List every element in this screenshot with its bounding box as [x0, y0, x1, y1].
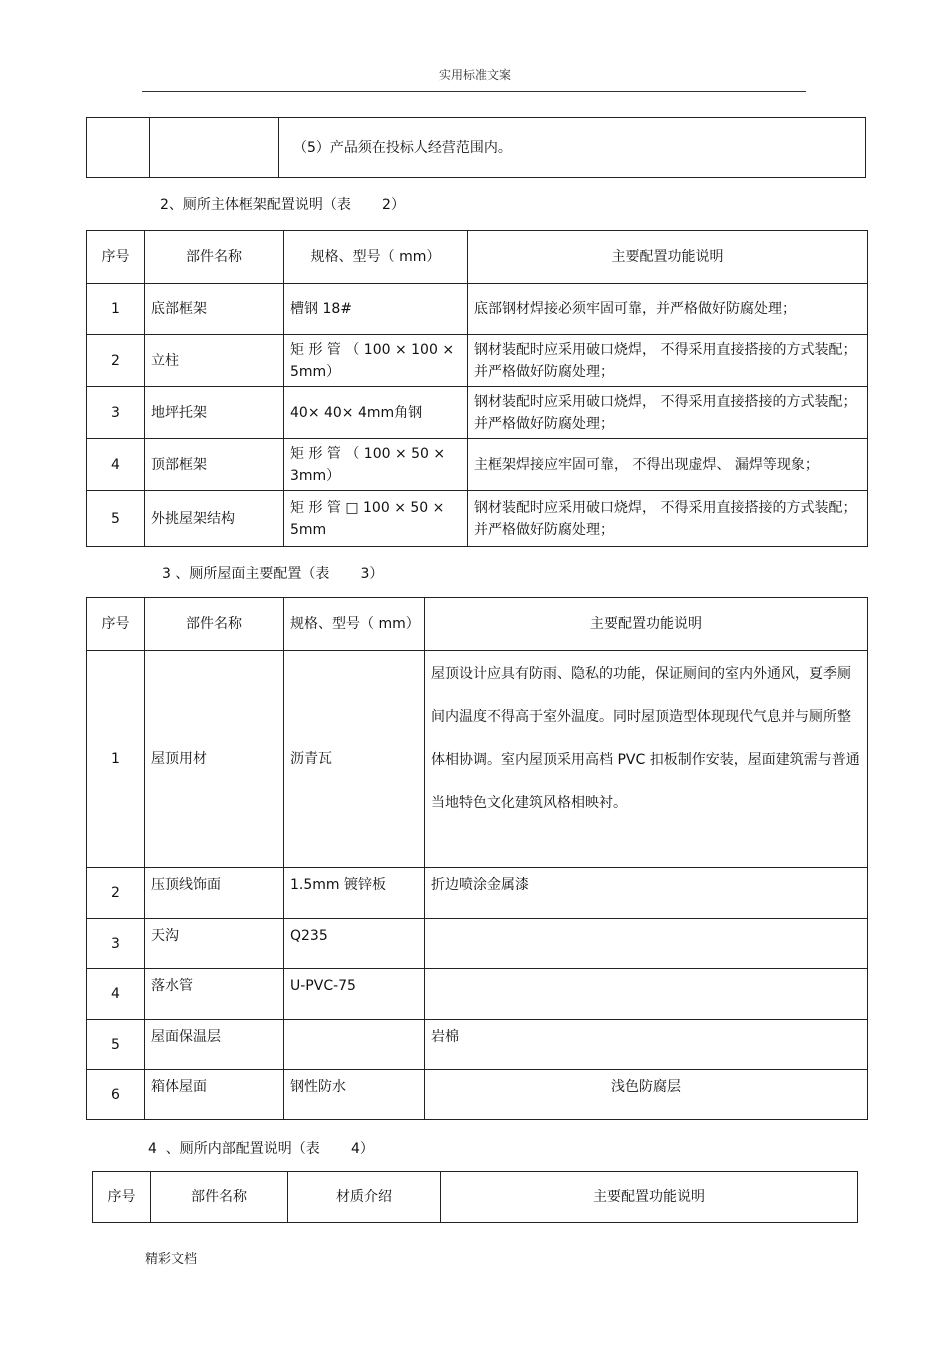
- table-cell: 4: [87, 969, 145, 1020]
- table-row: [87, 969, 868, 1020]
- table-cell: 浅色防腐层: [425, 1070, 868, 1120]
- table-cell: [425, 969, 868, 1020]
- page-header: 实用标准文案: [438, 68, 511, 82]
- table-cell: （5）产品须在投标人经营范围内。: [279, 118, 866, 178]
- table-cell: 钢材装配时应采用破口烧焊， 不得采用直接搭接的方式装配；并严格做好防腐处理；: [468, 387, 868, 439]
- section-caption: 4 、厕所内部配置说明（表 4）: [148, 1141, 374, 1157]
- table-cell: [150, 118, 279, 178]
- table-cell: 主框架焊接应牢固可靠， 不得出现虚焊、 漏焊等现象；: [468, 439, 868, 491]
- table-row: [87, 1070, 868, 1120]
- table-header-cell: 部件名称: [151, 1172, 288, 1223]
- table-header-cell: 材质介绍: [288, 1172, 441, 1223]
- table-cell: 钢材装配时应采用破口烧焊， 不得采用直接搭接的方式装配；并严格做好防腐处理；: [468, 335, 868, 387]
- frame-config-table: [86, 230, 868, 547]
- table-header-cell: 序号: [93, 1172, 151, 1223]
- table-cell: 天沟: [145, 919, 284, 969]
- table-cell: 1: [87, 651, 145, 868]
- table-cell: 矩 形 管 （ 100 × 50 × 3mm）: [284, 439, 468, 491]
- table-row: [87, 491, 868, 547]
- table-row: [87, 919, 868, 969]
- table-header-cell: 部件名称: [145, 598, 284, 651]
- table-row: [87, 1020, 868, 1070]
- table-cell: U-PVC-75: [284, 969, 425, 1020]
- table-cell: 3: [87, 387, 145, 439]
- interior-config-table: [92, 1171, 858, 1223]
- table-header-cell: 规格、型号（ mm）: [284, 231, 468, 284]
- table-cell: [87, 118, 150, 178]
- table-cell: 3: [87, 919, 145, 969]
- table-cell: 底部框架: [145, 284, 284, 335]
- table-cell: 2: [87, 335, 145, 387]
- table-cell: 屋面保温层: [145, 1020, 284, 1070]
- header-rule: [142, 91, 806, 92]
- table-cell: 顶部框架: [145, 439, 284, 491]
- table-cell: 4: [87, 439, 145, 491]
- table-cell: 矩 形 管 □ 100 × 50 × 5mm: [284, 491, 468, 547]
- table-cell: 1.5mm 镀锌板: [284, 868, 425, 919]
- table-header-cell: 主要配置功能说明: [441, 1172, 858, 1223]
- table-cell: 立柱: [145, 335, 284, 387]
- table-cell: 屋顶用材: [145, 651, 284, 868]
- table-cell: 地坪托架: [145, 387, 284, 439]
- table-row: [87, 868, 868, 919]
- table-row: [87, 651, 868, 868]
- table-cell: 落水管: [145, 969, 284, 1020]
- table-cell: 底部钢材焊接必须牢固可靠，并严格做好防腐处理；: [468, 284, 868, 335]
- table-row: [87, 284, 868, 335]
- table-cell: [284, 1020, 425, 1070]
- table-cell: 2: [87, 868, 145, 919]
- table-cell: 钢性防水: [284, 1070, 425, 1120]
- table-header-cell: 主要配置功能说明: [425, 598, 868, 651]
- table-cell: 1: [87, 284, 145, 335]
- table-cell: 钢材装配时应采用破口烧焊， 不得采用直接搭接的方式装配；并严格做好防腐处理；: [468, 491, 868, 547]
- table-cell: 沥青瓦: [284, 651, 425, 868]
- table-cell: 屋顶设计应具有防雨、隐私的功能，保证厕间的室内外通风，夏季厕间内温度不得高于室外温度。同时屋顶造型体现现代气息并与厕所整体相协调。室内屋顶采用高档 PVC 扣板制作安装，屋面建筑需与普通当地特色文化建筑风格相映衬。: [425, 651, 868, 868]
- table-cell: 40× 40× 4mm角钢: [284, 387, 468, 439]
- roof-config-table: [86, 597, 868, 1120]
- section-caption: 2、厕所主体框架配置说明（表 2）: [160, 197, 405, 213]
- table-row: [87, 439, 868, 491]
- table-cell: Q235: [284, 919, 425, 969]
- section-caption: 3 、厕所屋面主要配置（表 3）: [162, 566, 384, 582]
- table-cell: 矩 形 管 （ 100 × 100 × 5mm）: [284, 335, 468, 387]
- table-cell: 压顶线饰面: [145, 868, 284, 919]
- table-header-cell: 主要配置功能说明: [468, 231, 868, 284]
- table-header-cell: 规格、型号（ mm）: [284, 598, 425, 651]
- table-header-cell: 序号: [87, 598, 145, 651]
- table-cell: 6: [87, 1070, 145, 1120]
- table-row: [87, 387, 868, 439]
- table-cell: 槽钢 18#: [284, 284, 468, 335]
- table-cell: 5: [87, 491, 145, 547]
- table-header-cell: 部件名称: [145, 231, 284, 284]
- table-cell: 5: [87, 1020, 145, 1070]
- table-cell: 折边喷涂金属漆: [425, 868, 868, 919]
- continuation-table: [86, 117, 866, 178]
- table-cell: 岩棉: [425, 1020, 868, 1070]
- table-header-cell: 序号: [87, 231, 145, 284]
- table-row: [87, 335, 868, 387]
- table-cell: 外挑屋架结构: [145, 491, 284, 547]
- page-footer: 精彩文档: [145, 1252, 198, 1267]
- table-cell: 箱体屋面: [145, 1070, 284, 1120]
- table-cell: [425, 919, 868, 969]
